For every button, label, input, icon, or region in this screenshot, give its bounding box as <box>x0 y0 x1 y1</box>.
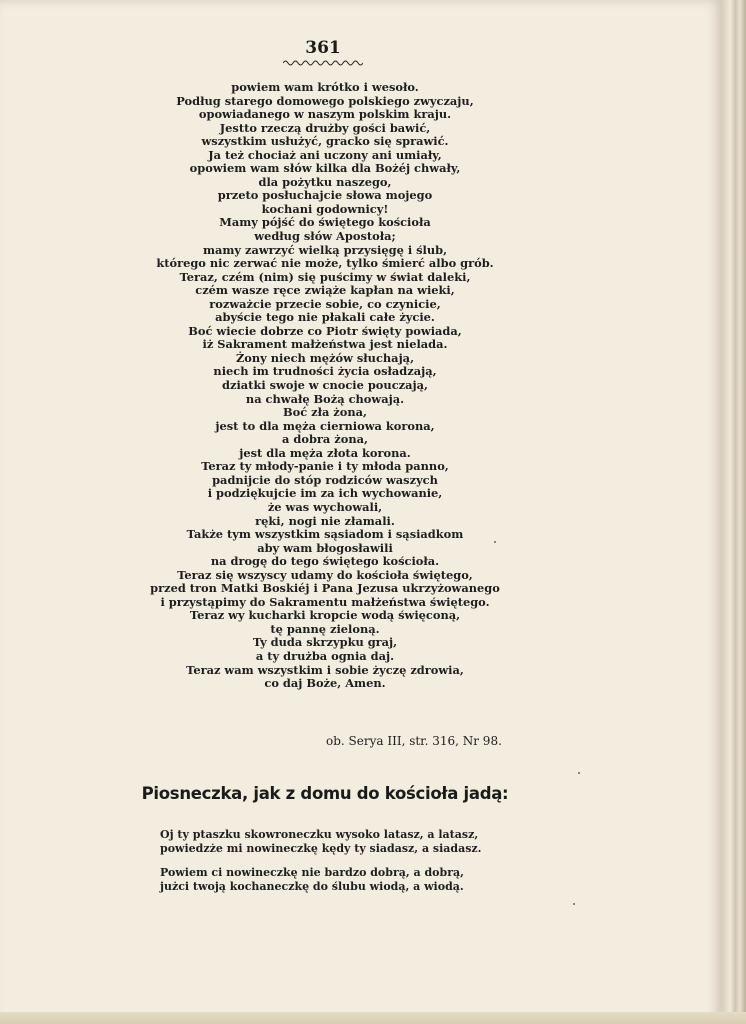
decorative-squiggle <box>283 59 363 67</box>
stanza-line: Oj ty ptaszku skowroneczku wysoko latasz, a latasz, <box>160 828 479 841</box>
page-bottom-edge <box>0 1012 746 1024</box>
poem-text <box>130 81 520 691</box>
poem-line: Teraz wam wszystkim i sobie życzę zdrowia, <box>186 662 464 677</box>
poem-line: iż Sakrament małżeństwa jest nielada. <box>202 337 448 352</box>
poem-line: Teraz ty młody-panie i ty młoda panno, <box>201 459 449 474</box>
poem-line: dla pożytku naszego, <box>258 174 392 189</box>
poem-line: opowiadanego w naszym polskim kraju. <box>198 107 452 122</box>
poem-line: a ty drużba ognia daj. <box>255 648 395 663</box>
poem-line: na chwałę Bożą chowają. <box>245 391 405 406</box>
poem-line: że was wychowali, <box>267 499 383 514</box>
poem-line: dziatki swoje w cnocie pouczają, <box>222 378 428 393</box>
poem-line: co daj Boże, Amen. <box>264 676 386 691</box>
source-reference: ob. Serya III, str. 316, Nr 98. <box>326 734 502 748</box>
poem-line: Mamy pójść do świętego kościoła <box>219 215 431 230</box>
poem-line: tę pannę zieloną. <box>270 621 380 636</box>
poem-line: mamy zawrzyć wielką przysięgę i ślub, <box>202 242 448 257</box>
poem-line: powiem wam krótko i wesoło. <box>231 80 419 94</box>
page-number: 361 <box>305 38 341 58</box>
poem-line: jest dla męża złota korona. <box>239 445 411 460</box>
poem-line: wszystkim usłużyć, gracko się sprawić. <box>201 134 449 149</box>
poem-line: rozważcie przecie sobie, co czynicie, <box>209 296 441 311</box>
poem-line: Podług starego domowego polskiego zwyczaju, <box>176 93 474 108</box>
poem-line: i podziękujcie im za ich wychowanie, <box>207 486 443 501</box>
poem-line: Żony niech mężów słuchają, <box>235 350 415 365</box>
paper-speck <box>573 903 575 905</box>
paper-speck <box>578 772 580 774</box>
poem-line: Boć zła żona, <box>282 405 368 420</box>
poem-line: i przystąpimy do Sakramentu małżeństwa świętego. <box>160 594 490 609</box>
poem-line: Teraz wy kucharki kropcie wodą święconą, <box>189 608 461 623</box>
poem-line: Teraz się wszyscy udamy do kościoła świętego, <box>177 567 473 582</box>
poem-line: przeto posłuchajcie słowa mojego <box>217 188 433 203</box>
page-edge <box>722 0 746 1024</box>
paper-speck <box>494 541 496 543</box>
poem-line: którego nic zerwać nie może, tylko śmierć albo grób. <box>156 256 494 271</box>
poem-line: według słów Apostoła; <box>254 229 396 244</box>
poem-line: jest to dla męża cierniowa korona, <box>215 418 435 433</box>
poem-line: opowiem wam słów kilka dla Bożéj chwały, <box>189 161 461 176</box>
song-stanza-1 <box>160 828 482 856</box>
poem-line: Boć wiecie dobrze co Piotr święty powiada, <box>188 323 462 338</box>
poem-line: przed tron Matki Boskiéj i Pana Jezusa ukrzyżowanego <box>150 581 500 596</box>
poem-line: czém wasze ręce zwiąże kapłan na wieki, <box>195 283 455 298</box>
song-title: Piosneczka, jak z domu do kościoła jadą: <box>141 784 509 803</box>
poem-line: ręki, nogi nie złamali. <box>255 513 395 528</box>
poem-line: na drogę do tego świętego kościoła. <box>210 554 440 569</box>
poem-line: a dobra żona, <box>282 432 368 447</box>
poem-line: Ja też chociaż ani uczony ani umiały, <box>208 147 442 162</box>
poem-line: niech im trudności życia osładzają, <box>213 364 437 379</box>
stanza-line: jużci twoją kochaneczkę do ślubu wiodą, a wiodą. <box>160 880 464 893</box>
song-stanza-2 <box>160 866 464 894</box>
stanza-line: powiedzże mi nowineczkę kędy ty siadasz, a siadasz. <box>160 842 482 855</box>
poem-line: kochani godownicy! <box>261 201 389 216</box>
poem-line: Teraz, czém (nim) się puścimy w świat daleki, <box>179 269 471 284</box>
poem-line: padnijcie do stóp rodziców waszych <box>212 472 438 487</box>
poem-line: Ty duda skrzypku graj, <box>252 635 398 650</box>
poem-line: aby wam błogosławili <box>257 540 393 555</box>
poem-line: abyście tego nie płakali całe życie. <box>215 310 435 325</box>
stanza-line: Powiem ci nowineczkę nie bardzo dobrą, a dobrą, <box>160 866 464 879</box>
poem-line: Także tym wszystkim sąsiadom i sąsiadkom <box>186 527 464 542</box>
poem-line: Jestto rzeczą drużby gości bawić, <box>219 120 431 135</box>
